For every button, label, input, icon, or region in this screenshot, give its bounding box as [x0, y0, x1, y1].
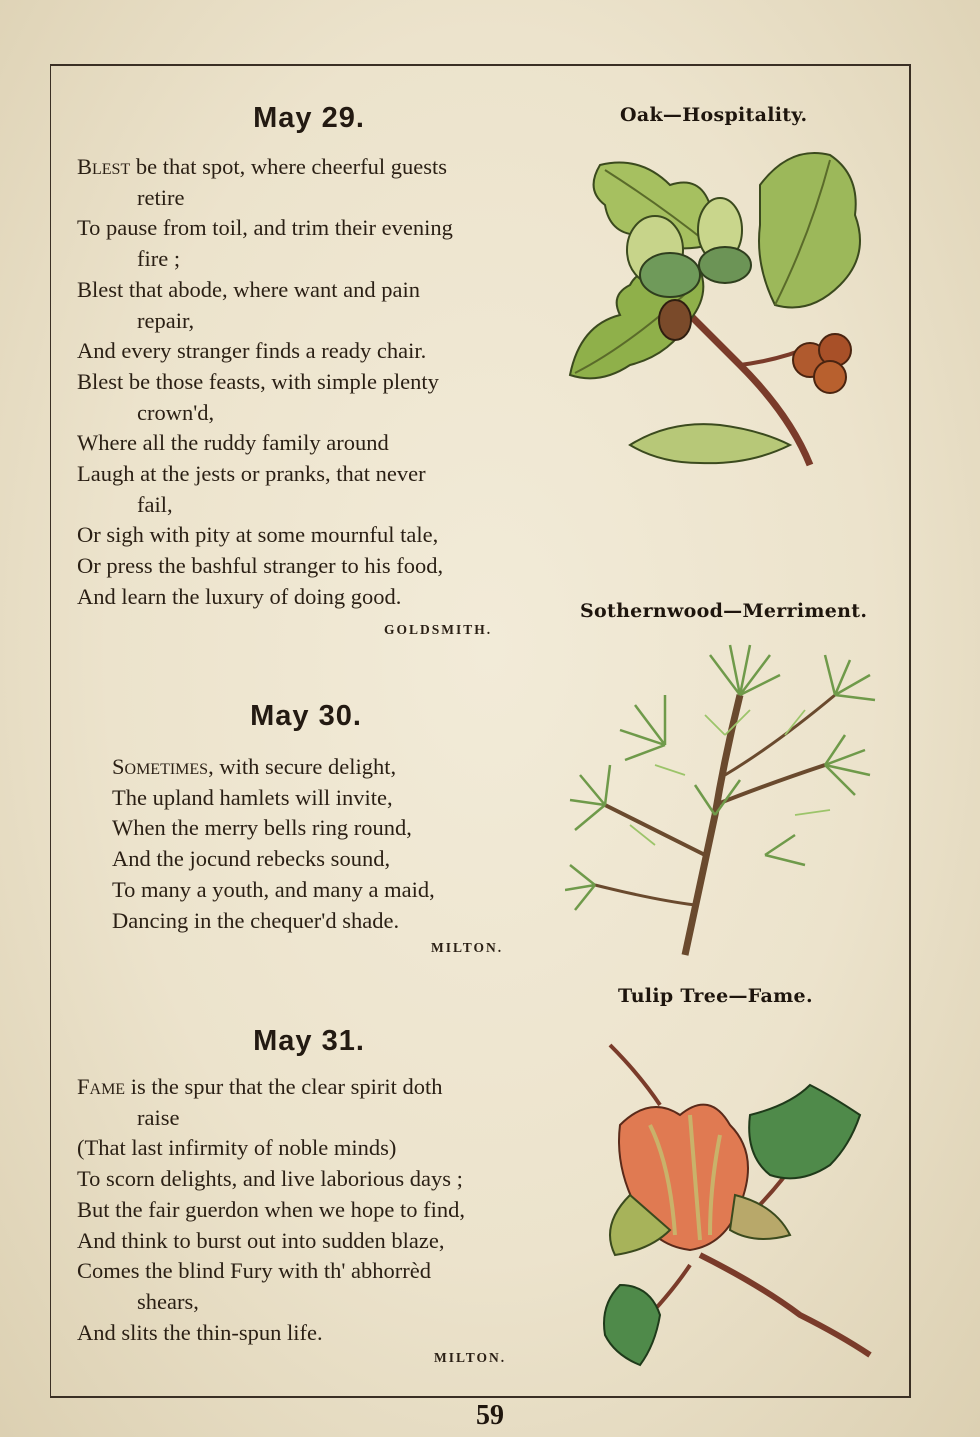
oak-branch-illustration	[560, 145, 890, 475]
poem-line: Laugh at the jests or pranks, that never	[77, 461, 426, 487]
poem-may-31	[77, 1072, 547, 1348]
poem-line: When the merry bells ring round,	[112, 815, 412, 841]
caption-southernwood: Sothernwood—Merriment.	[580, 600, 868, 622]
page-number: 59	[476, 1400, 504, 1431]
poem-line: To pause from toil, and trim their evening	[77, 215, 453, 241]
poem-line: retire	[137, 184, 185, 210]
poem-line: Dancing in the chequer'd shade.	[112, 907, 400, 933]
date-heading-may-30: May 30.	[250, 700, 362, 732]
southernwood-illustration	[565, 635, 885, 960]
poem-line: raise	[137, 1104, 180, 1130]
poem-line: Blest that abode, where want and pain	[77, 276, 421, 302]
lead-word: Blest	[77, 154, 131, 179]
poem-line: But the fair guerdon when we hope to find,	[77, 1196, 466, 1222]
author-may-31: MILTON.	[434, 1350, 507, 1365]
author-may-30: MILTON.	[431, 940, 504, 955]
poem-line: And every stranger finds a ready chair.	[77, 338, 427, 364]
poem-line: Blest be those feasts, with simple plenty	[77, 368, 439, 394]
poem-line: repair,	[137, 307, 195, 333]
caption-tulip-tree: Tulip Tree—Fame.	[618, 985, 813, 1007]
poem-line: To many a youth, and many a maid,	[112, 876, 435, 902]
poem-line: Blest be that spot, where cheerful guests	[77, 154, 448, 179]
poem-line: The upland hamlets will invite,	[112, 784, 393, 810]
poem-line: And think to burst out into sudden blaze,	[77, 1227, 445, 1253]
poem-line: fire ;	[137, 246, 181, 272]
date-heading-may-29: May 29.	[253, 102, 365, 134]
poem-line: Comes the blind Fury with th' abhorrèd	[77, 1258, 432, 1284]
lead-word: Fame	[77, 1074, 126, 1099]
poem-line: crown'd,	[137, 399, 215, 425]
poem-line: And slits the thin-spun life.	[77, 1319, 323, 1345]
poem-line: To scorn delights, and live laborious days ;	[77, 1166, 463, 1192]
poem-line: fail,	[137, 491, 173, 517]
date-heading-may-31: May 31.	[253, 1025, 365, 1057]
poem-may-30	[112, 752, 542, 936]
poem-line: Or sigh with pity at some mournful tale,	[77, 522, 439, 548]
poem-line: Where all the ruddy family around	[77, 430, 389, 456]
poem-line: Or press the bashful stranger to his food,	[77, 553, 444, 579]
poem-line: shears,	[137, 1288, 199, 1314]
poem-line: And the jocund rebecks sound,	[112, 846, 391, 872]
poem-line: And learn the luxury of doing good.	[77, 583, 402, 609]
caption-oak: Oak—Hospitality.	[620, 104, 808, 126]
poem-line: Sometimes, with secure delight,	[112, 754, 397, 779]
poem-line: Fame is the spur that the clear spirit doth	[77, 1074, 443, 1099]
author-may-29: GOLDSMITH.	[384, 622, 493, 637]
tulip-tree-illustration	[560, 1035, 890, 1375]
poem-line: (That last infirmity of noble minds)	[77, 1135, 397, 1161]
lead-word: Sometimes,	[112, 754, 214, 779]
poem-may-29	[77, 152, 542, 613]
